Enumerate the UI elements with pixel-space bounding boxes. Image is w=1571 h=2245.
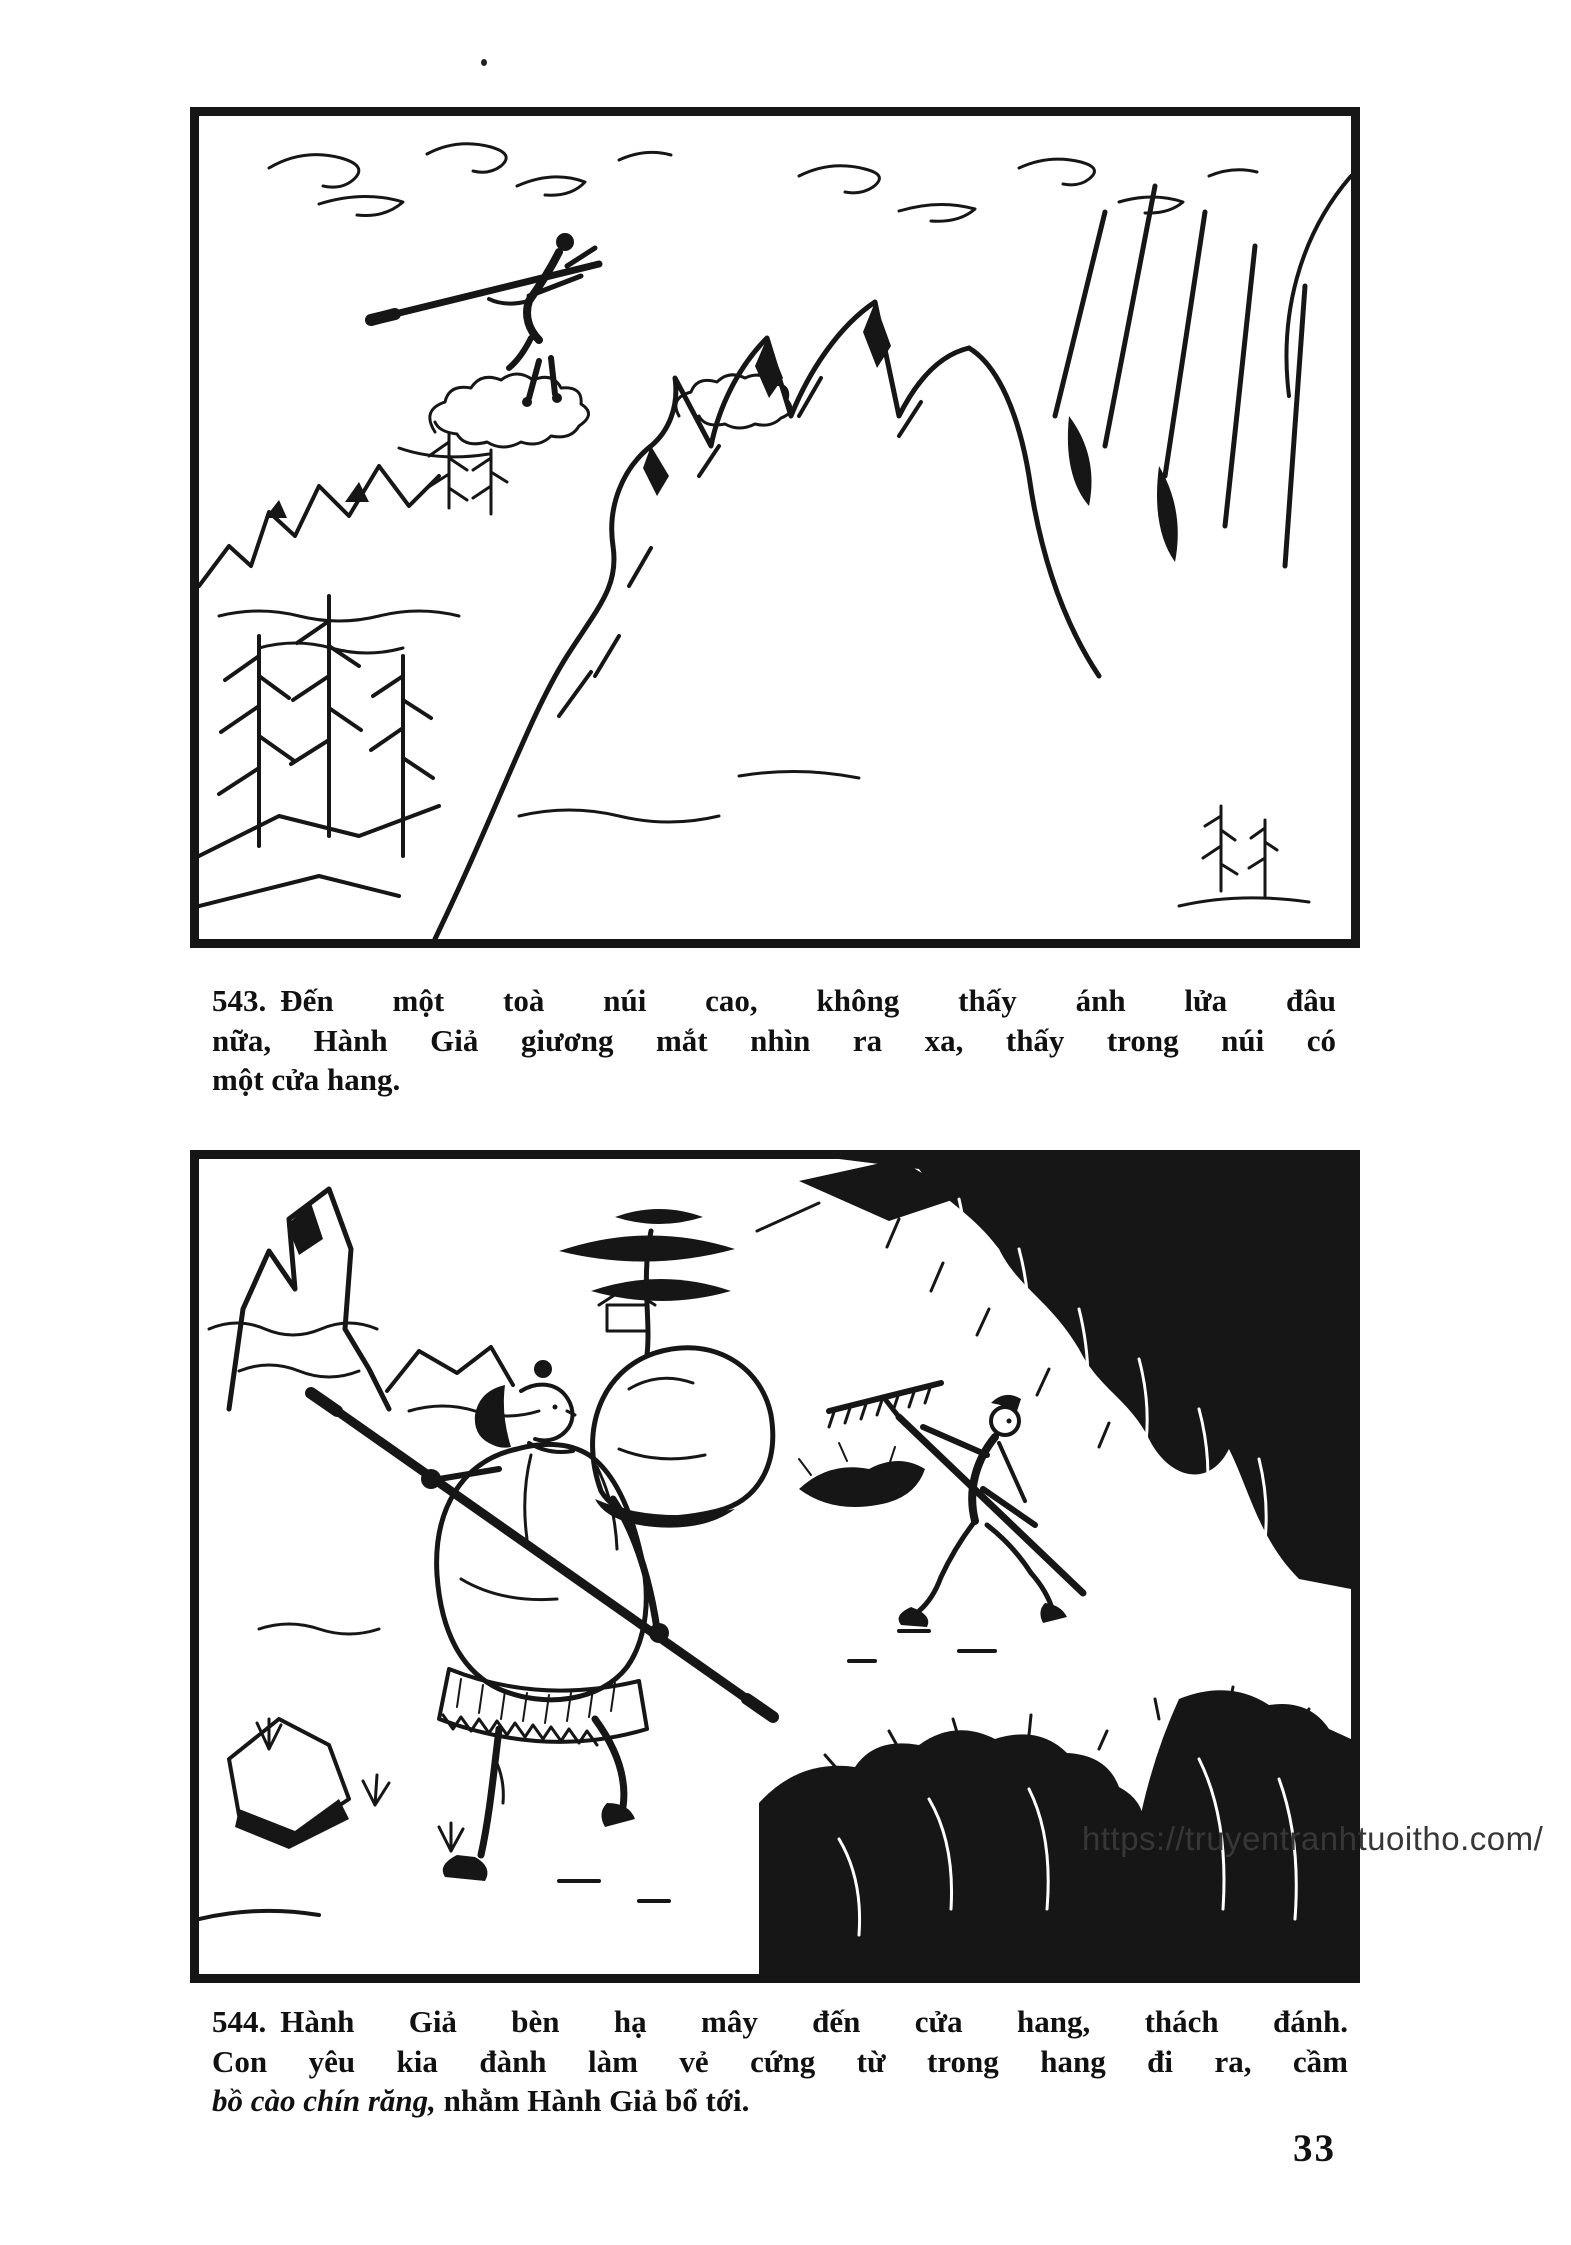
caption-543-line-3: một cửa hang. bbox=[212, 1062, 401, 1097]
foreground-figure bbox=[311, 1360, 773, 1881]
print-speck bbox=[481, 59, 487, 66]
panel-543-illustration bbox=[199, 116, 1351, 939]
bottom-left-rocks-grass bbox=[199, 1719, 669, 1919]
rake-demon-figure bbox=[829, 1383, 1083, 1661]
caption-544-line-2: Con yêu kia đành làm vẻ cứng từ trong hang đi ra, cầm bbox=[212, 2043, 1348, 2079]
cloud-wisps bbox=[269, 144, 1257, 221]
caption-543-number: 543. bbox=[212, 983, 267, 1018]
caption-543-line-1: 543. Đến một toà núi cao, không thấy ánh lửa đâu bbox=[212, 983, 1336, 1018]
panel-544 bbox=[190, 1150, 1360, 1983]
panel-543 bbox=[190, 107, 1360, 948]
caption-543 bbox=[212, 981, 1336, 1100]
caption-544-italic-phrase: bồ cào chín răng, bbox=[212, 2083, 436, 2118]
caption-543-line-2: nữa, Hành Giả giương mắt nhìn ra xa, thấy trong núi có bbox=[212, 1022, 1336, 1058]
bottom-right-small-pines bbox=[1179, 806, 1309, 906]
central-mountain-peak bbox=[435, 302, 1099, 939]
bottom-left-pines bbox=[199, 596, 439, 906]
center-boulder bbox=[593, 1348, 925, 1528]
caption-544 bbox=[212, 2002, 1348, 2121]
right-cliffs bbox=[1055, 176, 1351, 566]
caption-544-line-3: bồ cào chín răng, nhằm Hành Giả bổ tới. bbox=[212, 2083, 750, 2118]
pine-tree-and-pavilion bbox=[559, 1209, 735, 1355]
left-hills-and-mist bbox=[199, 434, 507, 653]
caption-544-line-1: 544. Hành Giả bèn hạ mây đến cửa hang, thách đánh. bbox=[212, 2004, 1348, 2039]
page-number: 33 bbox=[1293, 2127, 1336, 2170]
caption-544-number: 544. bbox=[212, 2004, 267, 2039]
dark-cliff-foliage bbox=[757, 1159, 1351, 1589]
flying-monkey-figure bbox=[371, 233, 599, 407]
watermark-url: https://truyentranhtuoitho.com/ bbox=[1082, 1820, 1544, 1857]
